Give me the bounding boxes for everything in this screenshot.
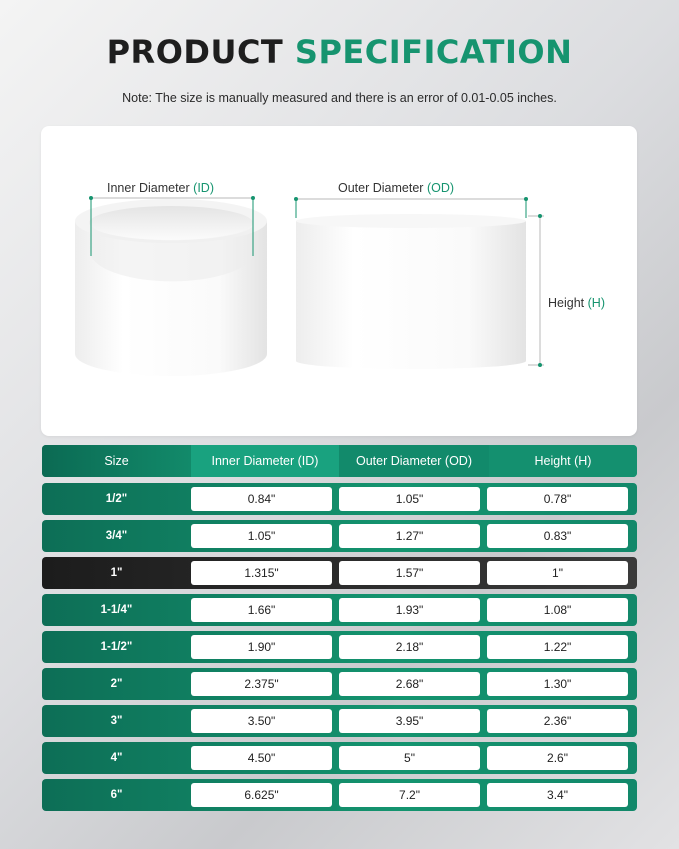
height-cell: 1" [487,561,628,585]
inner-diameter-cell: 4.50" [191,746,332,770]
size-cell: 4" [110,752,123,764]
size-cell: 3/4" [105,530,128,542]
height-cell: 1.30" [487,672,628,696]
height-label [548,296,605,310]
inner-diameter-cell: 1.315" [191,561,332,585]
header-size: Size [42,445,191,477]
table-row [42,483,637,515]
outer-diameter-cell: 2.68" [339,672,480,696]
table-row [42,668,637,700]
height-cell: 2.36" [487,709,628,733]
id-label-text: Inner Diameter [107,181,190,195]
open-cylinder-shape [75,199,267,376]
table-row [42,557,637,589]
height-cell: 1.22" [487,635,628,659]
inner-diameter-cell: 6.625" [191,783,332,807]
inner-diameter-cell: 3.50" [191,709,332,733]
header-inner-diameter: Inner Diameter (ID) [191,445,339,477]
table-row [42,520,637,552]
size-cell: 1" [110,567,123,579]
inner-diameter-label [107,181,214,195]
inner-diameter-cell: 0.84" [191,487,332,511]
size-cell: 1-1/2" [100,641,133,653]
height-cell: 3.4" [487,783,628,807]
height-cell: 1.08" [487,598,628,622]
title-part2: SPECIFICATION [294,33,573,71]
page-title [0,33,679,71]
size-cell: 1-1/4" [100,604,133,616]
outer-diameter-label [338,181,454,195]
height-cell: 0.83" [487,524,628,548]
outer-diameter-cell: 1.05" [339,487,480,511]
size-cell: 1/2" [105,493,128,505]
od-label-text: Outer Diameter [338,181,424,195]
cylinder-illustrations [41,126,637,436]
size-cell: 6" [110,789,123,801]
outer-diameter-cell: 1.57" [339,561,480,585]
od-abbr: (OD) [426,181,455,195]
table-row [42,631,637,663]
title-part1: PRODUCT [106,33,284,71]
outer-diameter-cell: 1.27" [339,524,480,548]
size-cell: 3" [110,715,123,727]
table-header [42,445,637,477]
id-abbr: (ID) [193,181,214,195]
table-row [42,594,637,626]
measurement-note: Note: The size is manually measured and there is an error of 0.01-0.05 inches. [122,91,557,105]
inner-diameter-cell: 1.66" [191,598,332,622]
inner-diameter-cell: 1.90" [191,635,332,659]
outer-diameter-cell: 5" [339,746,480,770]
diagram-card [41,126,637,436]
inner-diameter-cell: 2.375" [191,672,332,696]
header-height: Height (H) [489,445,637,477]
outer-diameter-cell: 1.93" [339,598,480,622]
table-row [42,742,637,774]
spec-table [42,445,637,816]
h-label-text: Height [548,296,585,310]
height-cell: 2.6" [487,746,628,770]
header-outer-diameter: Outer Diameter (OD) [339,445,489,477]
inner-diameter-cell: 1.05" [191,524,332,548]
size-cell: 2" [110,678,123,690]
outer-diameter-cell: 2.18" [339,635,480,659]
table-row [42,779,637,811]
height-cell: 0.78" [487,487,628,511]
h-abbr: (H) [587,296,605,310]
outer-diameter-cell: 7.2" [339,783,480,807]
capped-cylinder-shape [296,214,526,369]
table-row [42,705,637,737]
outer-diameter-cell: 3.95" [339,709,480,733]
